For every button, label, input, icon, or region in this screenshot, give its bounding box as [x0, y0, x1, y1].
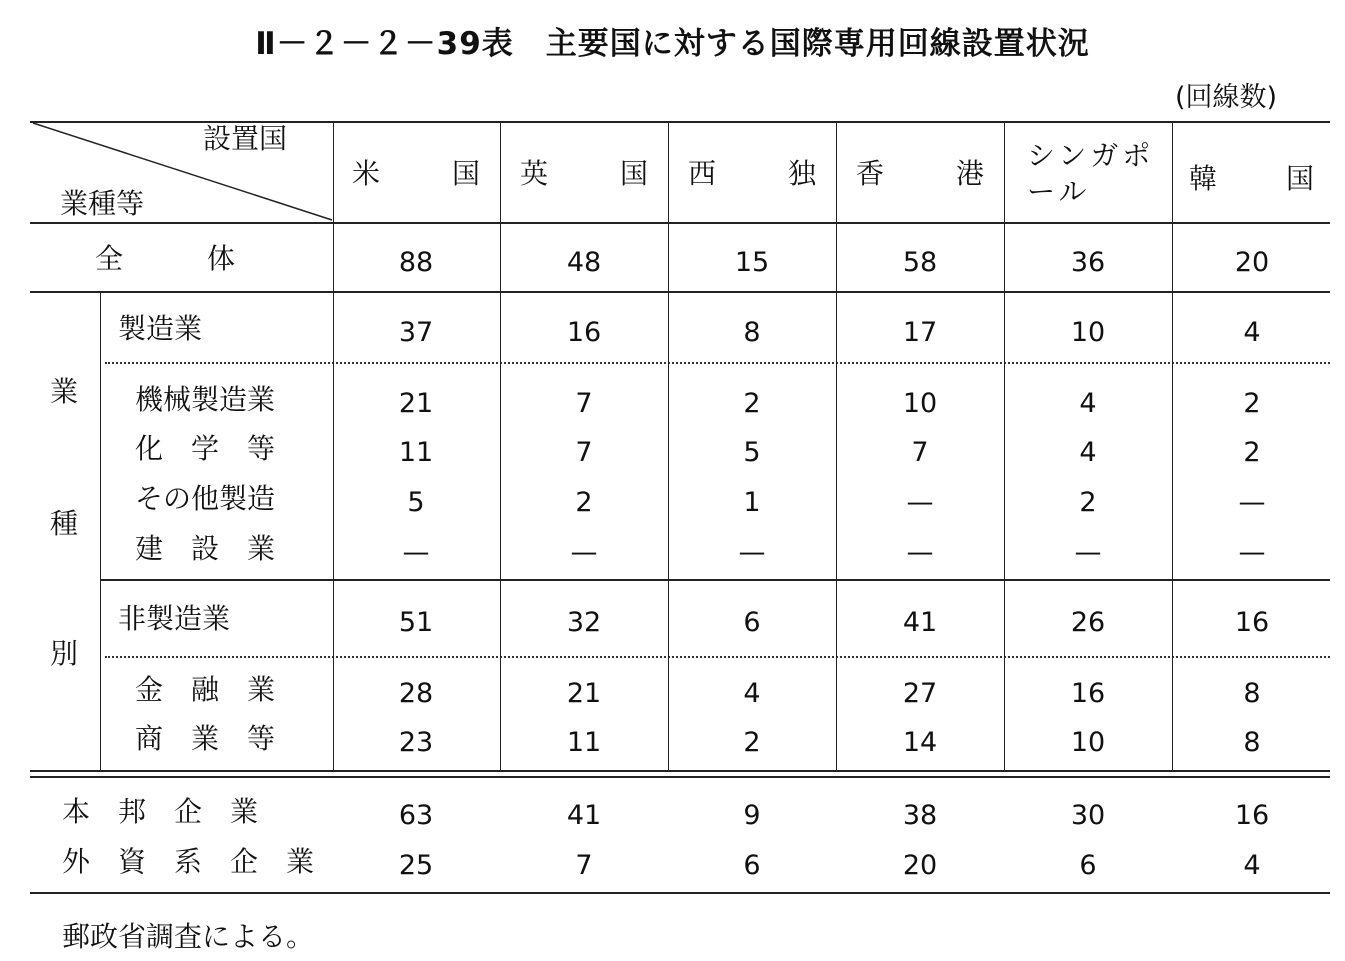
header-hongkong-left: 香	[856, 157, 885, 190]
cell-total-6: 20	[1234, 247, 1270, 278]
group-label-char-2: 種	[50, 507, 79, 540]
cell-total-3: 15	[734, 247, 770, 278]
cell-construction-6: —	[1238, 537, 1266, 568]
vline-col-4	[1004, 121, 1005, 770]
dotted-sep-mfg	[105, 362, 1330, 364]
vline-col-5	[1172, 121, 1173, 770]
cell-chemical-4: 7	[911, 437, 929, 468]
cell-manufacturing-4: 17	[902, 317, 938, 348]
source-note: 郵政省調査による。	[62, 920, 315, 953]
cell-other-mfg-2: 2	[575, 487, 593, 518]
cell-domestic-3: 9	[743, 800, 761, 831]
cell-total-1: 88	[398, 247, 434, 278]
group-label-char-1: 業	[50, 375, 79, 408]
cell-manufacturing-1: 37	[398, 317, 434, 348]
cell-other-mfg-1: 5	[407, 487, 425, 518]
cell-foreign-6: 4	[1243, 850, 1261, 881]
corner-country-label: 設置国	[203, 122, 288, 155]
cell-construction-1: —	[402, 537, 430, 568]
cell-other-mfg-6: —	[1238, 487, 1266, 518]
row-label-machinery: 機械製造業	[135, 383, 276, 416]
cell-other-mfg-5: 2	[1079, 487, 1097, 518]
rule-double-2	[30, 776, 1330, 778]
header-wgermany-right: 独	[788, 157, 817, 190]
cell-foreign-3: 6	[743, 850, 761, 881]
header-singapore-line2: ール	[1027, 175, 1091, 208]
cell-total-5: 36	[1070, 247, 1106, 278]
cell-chemical-6: 2	[1243, 437, 1261, 468]
cell-manufacturing-2: 16	[566, 317, 602, 348]
cell-non-manufacturing-5: 26	[1070, 607, 1106, 638]
cell-commerce-5: 10	[1070, 727, 1106, 758]
cell-commerce-2: 11	[566, 727, 602, 758]
cell-commerce-1: 23	[398, 727, 434, 758]
row-label-domestic: 本 邦 企 業	[62, 795, 259, 828]
unit-label: (回線数)	[1175, 82, 1278, 113]
header-wgermany-left: 西	[688, 157, 717, 190]
rule-mfg-bottom	[100, 579, 1330, 581]
row-label-non-manufacturing: 非製造業	[118, 602, 231, 635]
cell-finance-1: 28	[398, 678, 434, 709]
cell-non-manufacturing-3: 6	[743, 607, 761, 638]
row-label-other-mfg: その他製造	[135, 482, 276, 515]
cell-chemical-3: 5	[743, 437, 761, 468]
header-uk-left: 英	[520, 157, 549, 190]
cell-foreign-2: 7	[575, 850, 593, 881]
header-usa-right: 国	[452, 157, 481, 190]
corner-industry-label: 業種等	[60, 187, 145, 220]
header-hongkong-right: 港	[956, 157, 985, 190]
cell-manufacturing-5: 10	[1070, 317, 1106, 348]
cell-chemical-1: 11	[398, 437, 434, 468]
header-usa-left: 米	[352, 157, 381, 190]
cell-domestic-5: 30	[1070, 800, 1106, 831]
cell-chemical-2: 7	[575, 437, 593, 468]
vline-col-3	[836, 121, 837, 770]
cell-domestic-4: 38	[902, 800, 938, 831]
cell-construction-2: —	[570, 537, 598, 568]
row-label-chemical: 化 学 等	[135, 432, 276, 465]
cell-machinery-2: 7	[575, 388, 593, 419]
cell-other-mfg-4: —	[906, 487, 934, 518]
cell-commerce-4: 14	[902, 727, 938, 758]
rule-total-bottom	[30, 291, 1330, 293]
row-label-manufacturing: 製造業	[118, 312, 203, 345]
cell-machinery-4: 10	[902, 388, 938, 419]
cell-other-mfg-3: 1	[743, 487, 761, 518]
rule-bottom	[30, 892, 1330, 894]
cell-machinery-3: 2	[743, 388, 761, 419]
row-label-total: 全 体	[95, 242, 236, 275]
cell-manufacturing-6: 4	[1243, 317, 1261, 348]
cell-commerce-6: 8	[1243, 727, 1261, 758]
table-title: Ⅱ－２－２－39表 主要国に対する国際専用回線設置状況	[255, 26, 1090, 62]
header-korea-left: 韓	[1189, 162, 1218, 195]
cell-construction-4: —	[906, 537, 934, 568]
vline-col-2	[668, 121, 669, 770]
row-label-construction: 建 設 業	[135, 532, 276, 565]
cell-machinery-5: 4	[1079, 388, 1097, 419]
cell-foreign-1: 25	[398, 850, 434, 881]
cell-machinery-6: 2	[1243, 388, 1261, 419]
cell-finance-6: 8	[1243, 678, 1261, 709]
row-label-finance: 金 融 業	[135, 673, 276, 706]
cell-finance-3: 4	[743, 678, 761, 709]
cell-total-4: 58	[902, 247, 938, 278]
row-label-commerce: 商 業 等	[135, 722, 276, 755]
cell-chemical-5: 4	[1079, 437, 1097, 468]
cell-finance-2: 21	[566, 678, 602, 709]
cell-finance-5: 16	[1070, 678, 1106, 709]
cell-foreign-5: 6	[1079, 850, 1097, 881]
cell-non-manufacturing-2: 32	[566, 607, 602, 638]
cell-domestic-6: 16	[1234, 800, 1270, 831]
cell-commerce-3: 2	[743, 727, 761, 758]
group-label-char-3: 別	[50, 637, 79, 670]
cell-total-2: 48	[566, 247, 602, 278]
cell-foreign-4: 20	[902, 850, 938, 881]
cell-non-manufacturing-4: 41	[902, 607, 938, 638]
rule-double-1	[30, 770, 1330, 772]
cell-machinery-1: 21	[398, 388, 434, 419]
vline-col-1	[500, 121, 501, 770]
vline-group	[100, 292, 101, 770]
corner-diagonal	[0, 0, 340, 230]
row-label-foreign: 外 資 系 企 業	[62, 845, 315, 878]
cell-domestic-2: 41	[566, 800, 602, 831]
cell-construction-5: —	[1074, 537, 1102, 568]
cell-non-manufacturing-1: 51	[398, 607, 434, 638]
header-singapore-line1: シンガポ	[1027, 139, 1155, 172]
cell-manufacturing-3: 8	[743, 317, 761, 348]
header-uk-right: 国	[620, 157, 649, 190]
cell-domestic-1: 63	[398, 800, 434, 831]
cell-non-manufacturing-6: 16	[1234, 607, 1270, 638]
cell-finance-4: 27	[902, 678, 938, 709]
cell-construction-3: —	[738, 537, 766, 568]
dotted-sep-nonmfg	[105, 656, 1330, 658]
header-korea-right: 国	[1286, 162, 1315, 195]
